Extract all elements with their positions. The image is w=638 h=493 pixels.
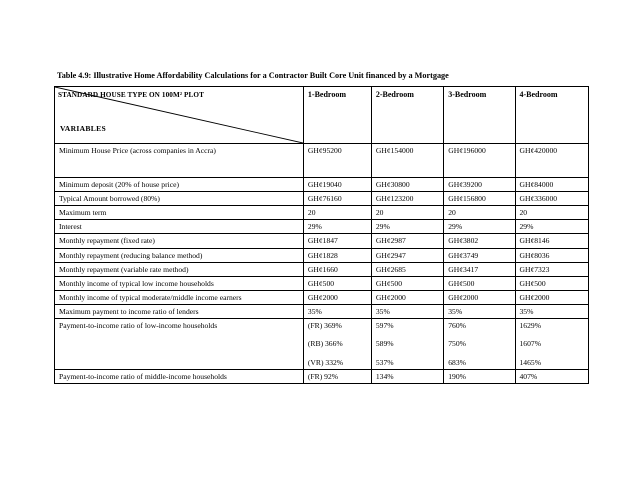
table-cell: GH¢3749 (444, 248, 515, 262)
table-cell: 29% (515, 220, 589, 234)
table-cell: 29% (303, 220, 371, 234)
table-cell: 35% (515, 304, 589, 318)
column-header-1-bedroom: 1-Bedroom (303, 87, 371, 144)
table-row (55, 206, 589, 220)
ratio-rb: 1607% (519, 339, 542, 349)
table-cell: 35% (303, 304, 371, 318)
ratio-fr: 1629% (519, 321, 542, 331)
ratio-rb: 750% (448, 339, 466, 349)
table-cell: GH¢196000 (444, 144, 515, 178)
table-cell: GH¢76160 (303, 192, 371, 206)
table-cell: GH¢500 (371, 276, 443, 290)
header-row (55, 87, 589, 144)
table-cell: 35% (371, 304, 443, 318)
table-cell: GH¢39200 (444, 178, 515, 192)
row-label: Payment-to-income ratio of middle-income households (55, 369, 304, 383)
table-cell: 29% (444, 220, 515, 234)
table-cell: GH¢500 (303, 276, 371, 290)
table-cell: GH¢420000 (515, 144, 589, 178)
row-label: Typical Amount borrowed (80%) (55, 192, 304, 206)
table-cell: GH¢3802 (444, 234, 515, 248)
table-cell: GH¢336000 (515, 192, 589, 206)
table-cell: GH¢2000 (303, 290, 371, 304)
table-cell: GH¢2947 (371, 248, 443, 262)
column-header-3-bedroom: 3-Bedroom (444, 87, 515, 144)
table-cell: GH¢2685 (371, 262, 443, 276)
row-label: Monthly repayment (fixed rate) (55, 234, 304, 248)
table-row (55, 276, 589, 290)
table-cell: 20 (303, 206, 371, 220)
variables-label: VARIABLES (60, 124, 107, 133)
table-cell: 134% (371, 369, 443, 383)
table-cell: GH¢500 (444, 276, 515, 290)
table-cell: 29% (371, 220, 443, 234)
table-cell: 407% (515, 369, 589, 383)
ratio-vr: (VR) 332% (307, 357, 344, 367)
table-cell: 35% (444, 304, 515, 318)
ratio-fr: 597% (375, 321, 394, 331)
table-row (55, 178, 589, 192)
column-header-4-bedroom: 4-Bedroom (515, 87, 589, 144)
ratio-rb: 589% (375, 339, 394, 349)
column-header-2-bedroom: 2-Bedroom (371, 87, 443, 144)
table-cell: GH¢1828 (303, 248, 371, 262)
table-row-middle-income-ratio (55, 369, 589, 383)
table-cell: GH¢8036 (515, 248, 589, 262)
table-caption: Table 4.9: Illustrative Home Affordability Calculations for a Contractor Built Core Unit financed by a Mortgage (57, 71, 449, 80)
ratio-rb: (RB) 366% (307, 339, 343, 349)
row-label: Maximum payment to income ratio of lenders (55, 304, 304, 318)
table-cell: GH¢19040 (303, 178, 371, 192)
table-cell: GH¢2987 (371, 234, 443, 248)
row-label: Minimum deposit (20% of house price) (55, 178, 304, 192)
standard-house-type-label: STANDARD HOUSE TYPE ON 100M² PLOT (58, 91, 204, 99)
ratio-fr: 760% (448, 321, 466, 331)
table-row-low-income-ratio (55, 319, 589, 370)
table-row (55, 304, 589, 318)
row-label: Interest (55, 220, 304, 234)
table-cell: GH¢156800 (444, 192, 515, 206)
table-cell (515, 319, 589, 370)
table-cell: GH¢2000 (515, 290, 589, 304)
table-cell: GH¢1660 (303, 262, 371, 276)
table-row (55, 234, 589, 248)
table-cell: GH¢84000 (515, 178, 589, 192)
ratio-vr: 683% (448, 357, 466, 367)
ratio-vr: 1465% (519, 357, 542, 367)
header-corner-cell (55, 87, 304, 144)
table-row (55, 290, 589, 304)
ratio-vr: 537% (375, 357, 394, 367)
table-row (55, 262, 589, 276)
table-cell: GH¢95200 (303, 144, 371, 178)
table-cell: 20 (371, 206, 443, 220)
table-cell: GH¢123200 (371, 192, 443, 206)
table-cell: GH¢3417 (444, 262, 515, 276)
table-cell: GH¢2000 (371, 290, 443, 304)
affordability-table (54, 86, 589, 384)
table-cell: GH¢8146 (515, 234, 589, 248)
table-cell (444, 319, 515, 370)
table-row (55, 248, 589, 262)
row-label: Payment-to-income ratio of low-income households (55, 319, 304, 370)
table-row (55, 192, 589, 206)
table-cell: 20 (444, 206, 515, 220)
row-label: Minimum House Price (across companies in Accra) (55, 144, 304, 178)
table-cell: GH¢30800 (371, 178, 443, 192)
table-row (55, 144, 589, 178)
table-cell (303, 319, 371, 370)
table-cell: GH¢500 (515, 276, 589, 290)
table-cell: 20 (515, 206, 589, 220)
row-label: Monthly income of typical moderate/middle income earners (55, 290, 304, 304)
table-cell: (FR) 92% (303, 369, 371, 383)
table-cell: GH¢154000 (371, 144, 443, 178)
row-label: Monthly repayment (reducing balance method) (55, 248, 304, 262)
table-row (55, 220, 589, 234)
table-cell: 190% (444, 369, 515, 383)
table-cell: GH¢7323 (515, 262, 589, 276)
table-cell: GH¢2000 (444, 290, 515, 304)
row-label: Monthly income of typical low income households (55, 276, 304, 290)
table-cell: GH¢1847 (303, 234, 371, 248)
ratio-fr: (FR) 369% (307, 321, 342, 331)
row-label: Maximum term (55, 206, 304, 220)
row-label: Monthly repayment (variable rate method) (55, 262, 304, 276)
table-cell (371, 319, 443, 370)
